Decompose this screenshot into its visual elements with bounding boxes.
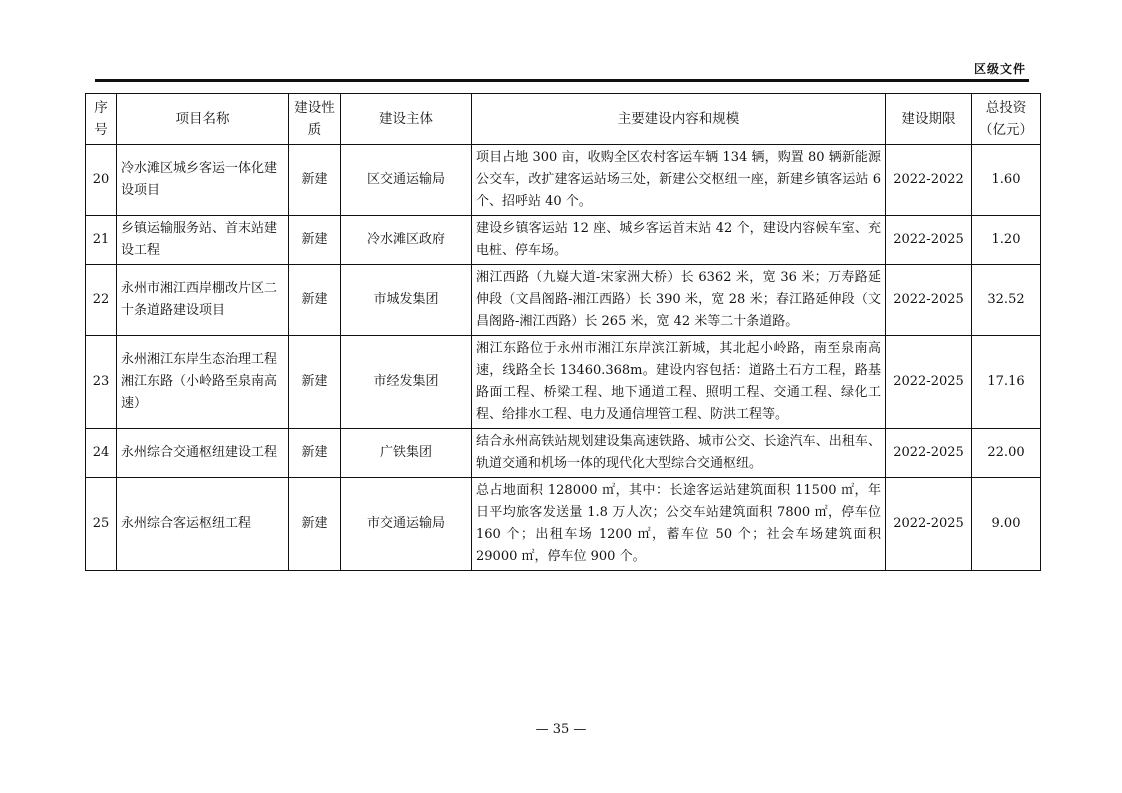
cell-period: 2022-2025 (886, 336, 972, 429)
table-row (86, 145, 1041, 216)
cell-scope: 湘江东路位于永州市湘江东岸滨江新城，其北起小岭路，南至泉南高速，线路全长 13460.368m。建设内容包括：道路土石方工程，路基路面工程、桥梁工程、地下通道工程、照明工程、交通工程、绿化工程、给排水工程、电力及通信埋管工程、防洪工程等。 (472, 336, 886, 429)
cell-owner: 市交通运输局 (341, 478, 472, 571)
cell-seq: 21 (86, 216, 117, 265)
cell-period: 2022-2025 (886, 216, 972, 265)
header-investment: 总投资（亿元） (972, 94, 1041, 145)
cell-name: 永州综合交通枢纽建设工程 (117, 429, 289, 478)
header-owner: 建设主体 (341, 94, 472, 145)
cell-owner: 冷水滩区政府 (341, 216, 472, 265)
header-period: 建设期限 (886, 94, 972, 145)
cell-scope: 项目占地 300 亩，收购全区农村客运车辆 134 辆，购置 80 辆新能源公交车，改扩建客运站场三处，新建公交枢纽一座，新建乡镇客运站 6 个、招呼站 40 个。 (472, 145, 886, 216)
cell-scope: 结合永州高铁站规划建设集高速铁路、城市公交、长途汽车、出租车、轨道交通和机场一体的现代化大型综合交通枢纽。 (472, 429, 886, 478)
cell-seq: 22 (86, 265, 117, 336)
cell-name: 乡镇运输服务站、首末站建设工程 (117, 216, 289, 265)
cell-investment: 17.16 (972, 336, 1041, 429)
table-row (86, 429, 1041, 478)
table-row (86, 336, 1041, 429)
table-row (86, 216, 1041, 265)
cell-period: 2022-2025 (886, 429, 972, 478)
cell-investment: 22.00 (972, 429, 1041, 478)
cell-seq: 20 (86, 145, 117, 216)
cell-investment: 9.00 (972, 478, 1041, 571)
header-scope: 主要建设内容和规模 (472, 94, 886, 145)
cell-scope: 建设乡镇客运站 12 座、城乡客运首末站 42 个，建设内容候车室、充电桩、停车场。 (472, 216, 886, 265)
project-table (85, 93, 1041, 571)
cell-nature: 新建 (289, 478, 341, 571)
table-row (86, 265, 1041, 336)
cell-nature: 新建 (289, 145, 341, 216)
cell-period: 2022-2025 (886, 478, 972, 571)
header-row (86, 94, 1041, 145)
page-number: — 35 — (535, 722, 587, 737)
table-body (86, 145, 1041, 571)
cell-owner: 市经发集团 (341, 336, 472, 429)
document-level-label: 区级文件 (973, 62, 1026, 76)
cell-scope: 湘江西路（九嶷大道-宋家洲大桥）长 6362 米，宽 36 米；万寿路延伸段（文昌阁路-湘江西路）长 390 米，宽 28 米；春江路延伸段（文昌阁路-湘江西路）长 265 米，宽 42 米等二十条道路。 (472, 265, 886, 336)
cell-period: 2022-2022 (886, 145, 972, 216)
cell-nature: 新建 (289, 429, 341, 478)
header-rule (95, 79, 1029, 82)
cell-seq: 25 (86, 478, 117, 571)
cell-nature: 新建 (289, 216, 341, 265)
cell-scope: 总占地面积 128000 ㎡，其中：长途客运站建筑面积 11500 ㎡，年日平均旅客发送量 1.8 万人次；公交车站建筑面积 7800 ㎡，停车位 160 个；出租车场 1200 ㎡，蓄车位 50 个；社会车场建筑面积 29000 ㎡，停车位 900 个。 (472, 478, 886, 571)
table-row (86, 478, 1041, 571)
header-nature: 建设性质 (289, 94, 341, 145)
cell-investment: 1.20 (972, 216, 1041, 265)
cell-nature: 新建 (289, 336, 341, 429)
cell-name: 永州市湘江西岸棚改片区二十条道路建设项目 (117, 265, 289, 336)
header-seq: 序号 (86, 94, 117, 145)
cell-name: 永州综合客运枢纽工程 (117, 478, 289, 571)
cell-investment: 1.60 (972, 145, 1041, 216)
cell-name: 冷水滩区城乡客运一体化建设项目 (117, 145, 289, 216)
table-header (86, 94, 1041, 145)
cell-owner: 广铁集团 (341, 429, 472, 478)
cell-owner: 区交通运输局 (341, 145, 472, 216)
cell-investment: 32.52 (972, 265, 1041, 336)
cell-seq: 23 (86, 336, 117, 429)
cell-seq: 24 (86, 429, 117, 478)
cell-period: 2022-2025 (886, 265, 972, 336)
cell-nature: 新建 (289, 265, 341, 336)
header-name: 项目名称 (117, 94, 289, 145)
cell-name: 永州湘江东岸生态治理工程湘江东路（小岭路至泉南高速） (117, 336, 289, 429)
cell-owner: 市城发集团 (341, 265, 472, 336)
